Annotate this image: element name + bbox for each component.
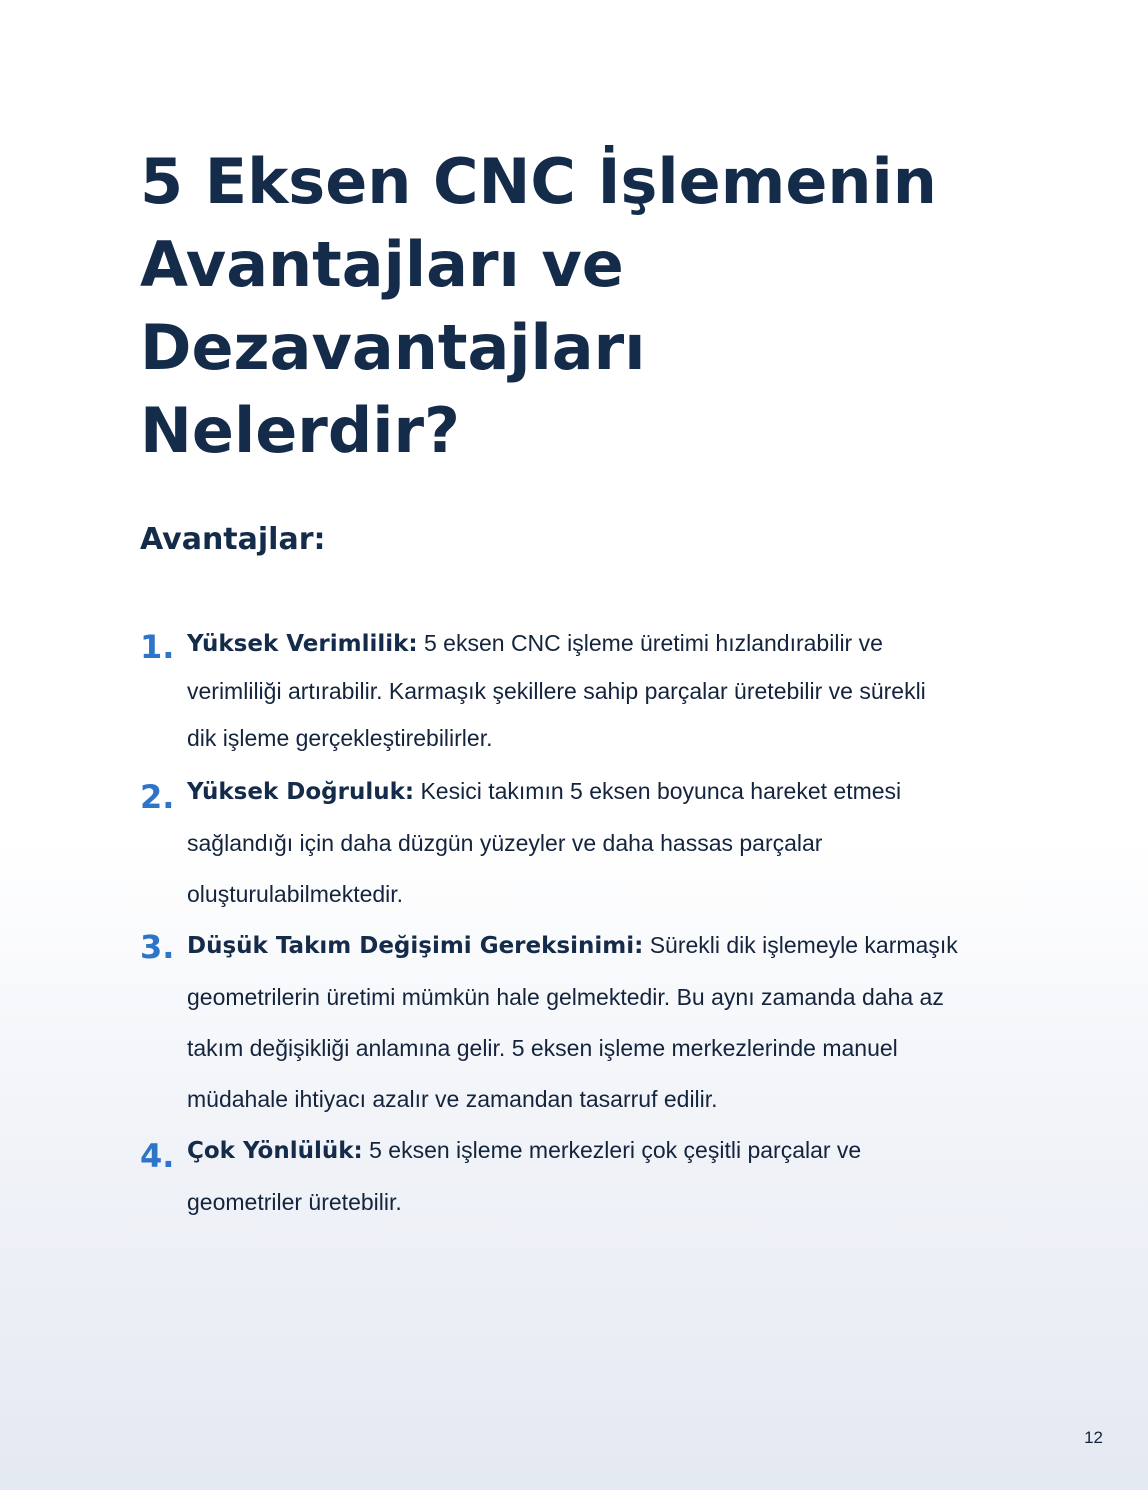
list-item-text: Kesici takımın 5 eksen boyunca hareket etmesi sağlandığı için daha düzgün yüzeyler ve daha hassas parçalar oluşturulabilmektedir. [187, 778, 902, 907]
list-item-term: Yüksek Verimlilik: [187, 631, 418, 657]
list-item [140, 1125, 960, 1228]
list-item-number: 4. [140, 1137, 175, 1175]
list-item [140, 766, 960, 920]
list-item-text: Sürekli dik işlemeyle karmaşık geometrilerin üretimi mümkün hale gelmektedir. Bu aynı zamanda daha az takım değişikliği anlamına gelir. 5 eksen işleme merkezlerinde manuel müdahale ihtiyacı azalır ve zamandan tasarruf edilir. [187, 932, 958, 1112]
page-content [140, 140, 960, 1228]
list-item-term: Yüksek Doğruluk: [187, 779, 415, 805]
list-item-term: Düşük Takım Değişimi Gereksinimi: [187, 933, 644, 959]
advantages-list [140, 620, 960, 1228]
list-item-number: 1. [140, 628, 175, 666]
list-item [140, 920, 960, 1125]
list-item-text: 5 eksen CNC işleme üretimi hızlandırabilir ve verimliliği artırabilir. Karmaşık şekillere sahip parçalar üretebilir ve sürekli dik işleme gerçekleştirebilirler. [187, 630, 926, 751]
page-title: 5 Eksen CNC İşlemenin Avantajları ve Dezavantajları Nelerdir? [140, 145, 937, 467]
list-item-number: 3. [140, 928, 175, 966]
list-item-text: 5 eksen işleme merkezleri çok çeşitli parçalar ve geometriler üretebilir. [187, 1137, 862, 1215]
list-item [140, 620, 960, 762]
list-item-term: Çok Yönlülük: [187, 1138, 363, 1164]
list-item-number: 2. [140, 778, 175, 816]
page-number: 12 [1084, 1428, 1103, 1447]
section-heading-advantages: Avantajlar: [140, 522, 326, 557]
